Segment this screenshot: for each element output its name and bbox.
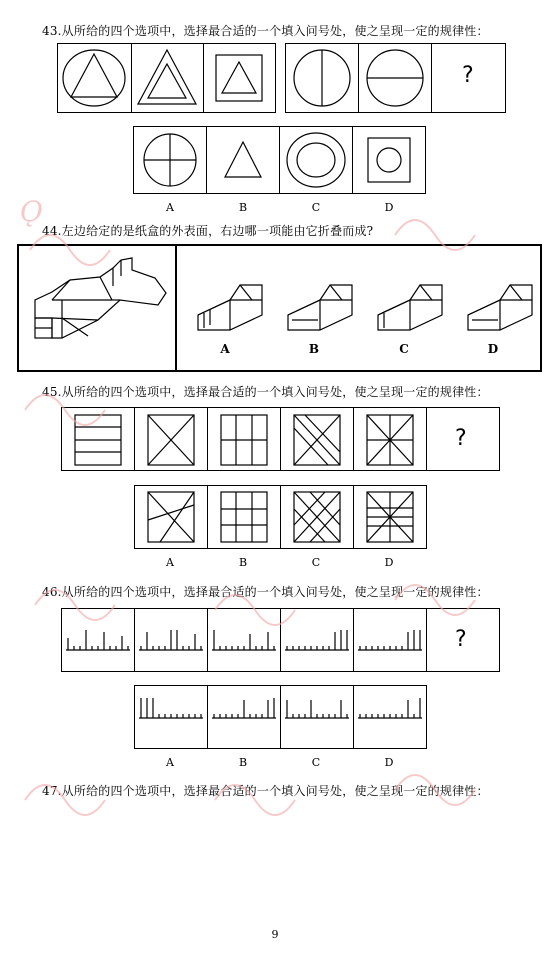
q46-option-a-fig [139,698,203,718]
q44-option-a-label: A [220,342,230,356]
q46-fig-4 [285,630,349,650]
q44-box-net [35,258,166,338]
q43-option-a-fig [144,134,196,186]
q45-option-a-label: A [166,556,174,569]
q43-option-b-label: B [238,201,248,214]
q43-fig-2 [138,50,196,104]
q45-fig-4 [294,415,340,465]
q46-fig-3 [212,630,276,650]
q43-fig-1 [63,50,125,106]
q44-option-b-fig [288,285,352,330]
q46-fig-2 [139,630,203,650]
q43-option-d-label: D [384,201,394,214]
page-number: 9 [271,928,279,941]
q43-fig-3 [216,55,262,101]
q46-option-a-label: A [166,756,174,769]
q45-option-d-label: D [384,556,394,569]
q43-question-mark: ? [462,63,474,88]
q46-option-c-label: C [311,756,321,769]
q43-option-c-fig [287,133,345,187]
q45-fig-1 [75,415,121,465]
q46-option-c-fig [285,700,349,718]
q45-option-c-label: C [311,556,321,569]
q45-fig-2 [148,415,194,465]
watermark: Ǫ [20,195,43,228]
q44-option-c-label: C [399,342,409,356]
q43-fig-4 [294,50,350,106]
q44-option-d-fig [468,285,532,330]
q46-option-d-fig [358,698,422,718]
q45-option-a-fig [148,492,194,542]
q44-option-c-fig [378,285,442,330]
question-44: 44.左边给定的是纸盒的外表面，右边哪一项能由它折叠而成? [42,224,374,238]
question-45: 45.从所给的四个选项中，选择最合适的一个填入问号处，使之呈现一定的规律性： [42,385,489,399]
question-43: 43.从所给的四个选项中，选择最合适的一个填入问号处，使之呈现一定的规律性： [42,24,489,38]
q45-option-c-fig [294,492,340,542]
q45-option-b-fig [221,492,267,542]
q43-fig-5 [367,50,423,106]
q46-fig-5 [358,630,422,650]
q45-fig-3 [221,415,267,465]
question-46: 46.从所给的四个选项中，选择最合适的一个填入问号处，使之呈现一定的规律性： [42,585,489,599]
q44-option-b-label: B [308,342,320,356]
q46-question-mark: ? [455,627,467,652]
q46-option-d-label: D [384,756,394,769]
q45-fig-5 [367,415,413,465]
q43-option-d-fig [368,138,410,182]
q45-option-d-fig [367,492,413,542]
q45-question-mark: ? [455,426,467,451]
question-47: 47.从所给的四个选项中，选择最合适的一个填入问号处，使之呈现一定的规律性： [42,784,489,798]
q46-option-b-fig [212,698,276,718]
q46-fig-1 [66,630,130,650]
q43-option-a-label: A [166,201,174,214]
q43-option-b-fig [225,142,261,177]
q43-option-c-label: C [311,201,321,214]
q44-option-d-label: D [487,342,499,356]
q45-option-b-label: B [238,556,248,569]
q46-option-b-label: B [238,756,248,769]
q44-option-a-fig [198,285,262,330]
